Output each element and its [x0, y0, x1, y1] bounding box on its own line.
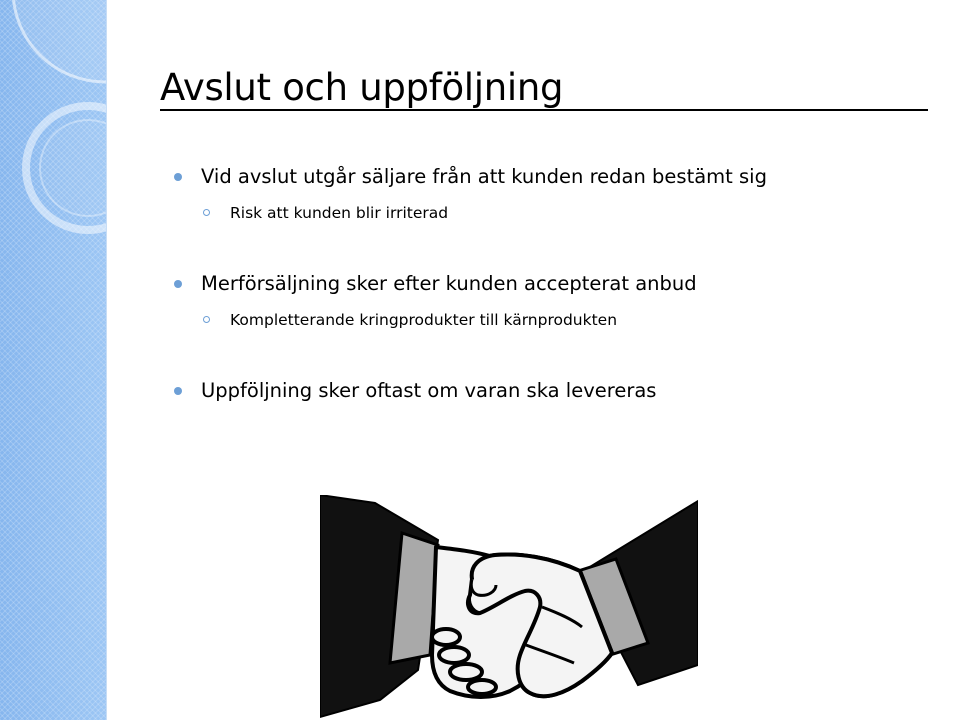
bullet-text: Merförsäljning sker efter kunden accepterat anbud — [201, 272, 697, 295]
handshake-illustration — [320, 495, 698, 720]
sub-bullet-ring-icon — [203, 316, 210, 323]
bullet-dot-icon — [174, 280, 182, 288]
bullet-dot-icon — [174, 173, 182, 181]
bullet-dot-icon — [174, 387, 182, 395]
sub-bullet-text: Risk att kunden blir irriterad — [230, 204, 449, 222]
sub-bullet-text: Kompletterande kringprodukter till kärnprodukten — [230, 311, 618, 329]
slide-title: Avslut och uppföljning — [160, 66, 564, 109]
sub-bullet-ring-icon — [203, 209, 210, 216]
bullet-text: Uppföljning sker oftast om varan ska levereras — [201, 379, 657, 402]
bullet-text: Vid avslut utgår säljare från att kunden redan bestämt sig — [201, 165, 767, 188]
